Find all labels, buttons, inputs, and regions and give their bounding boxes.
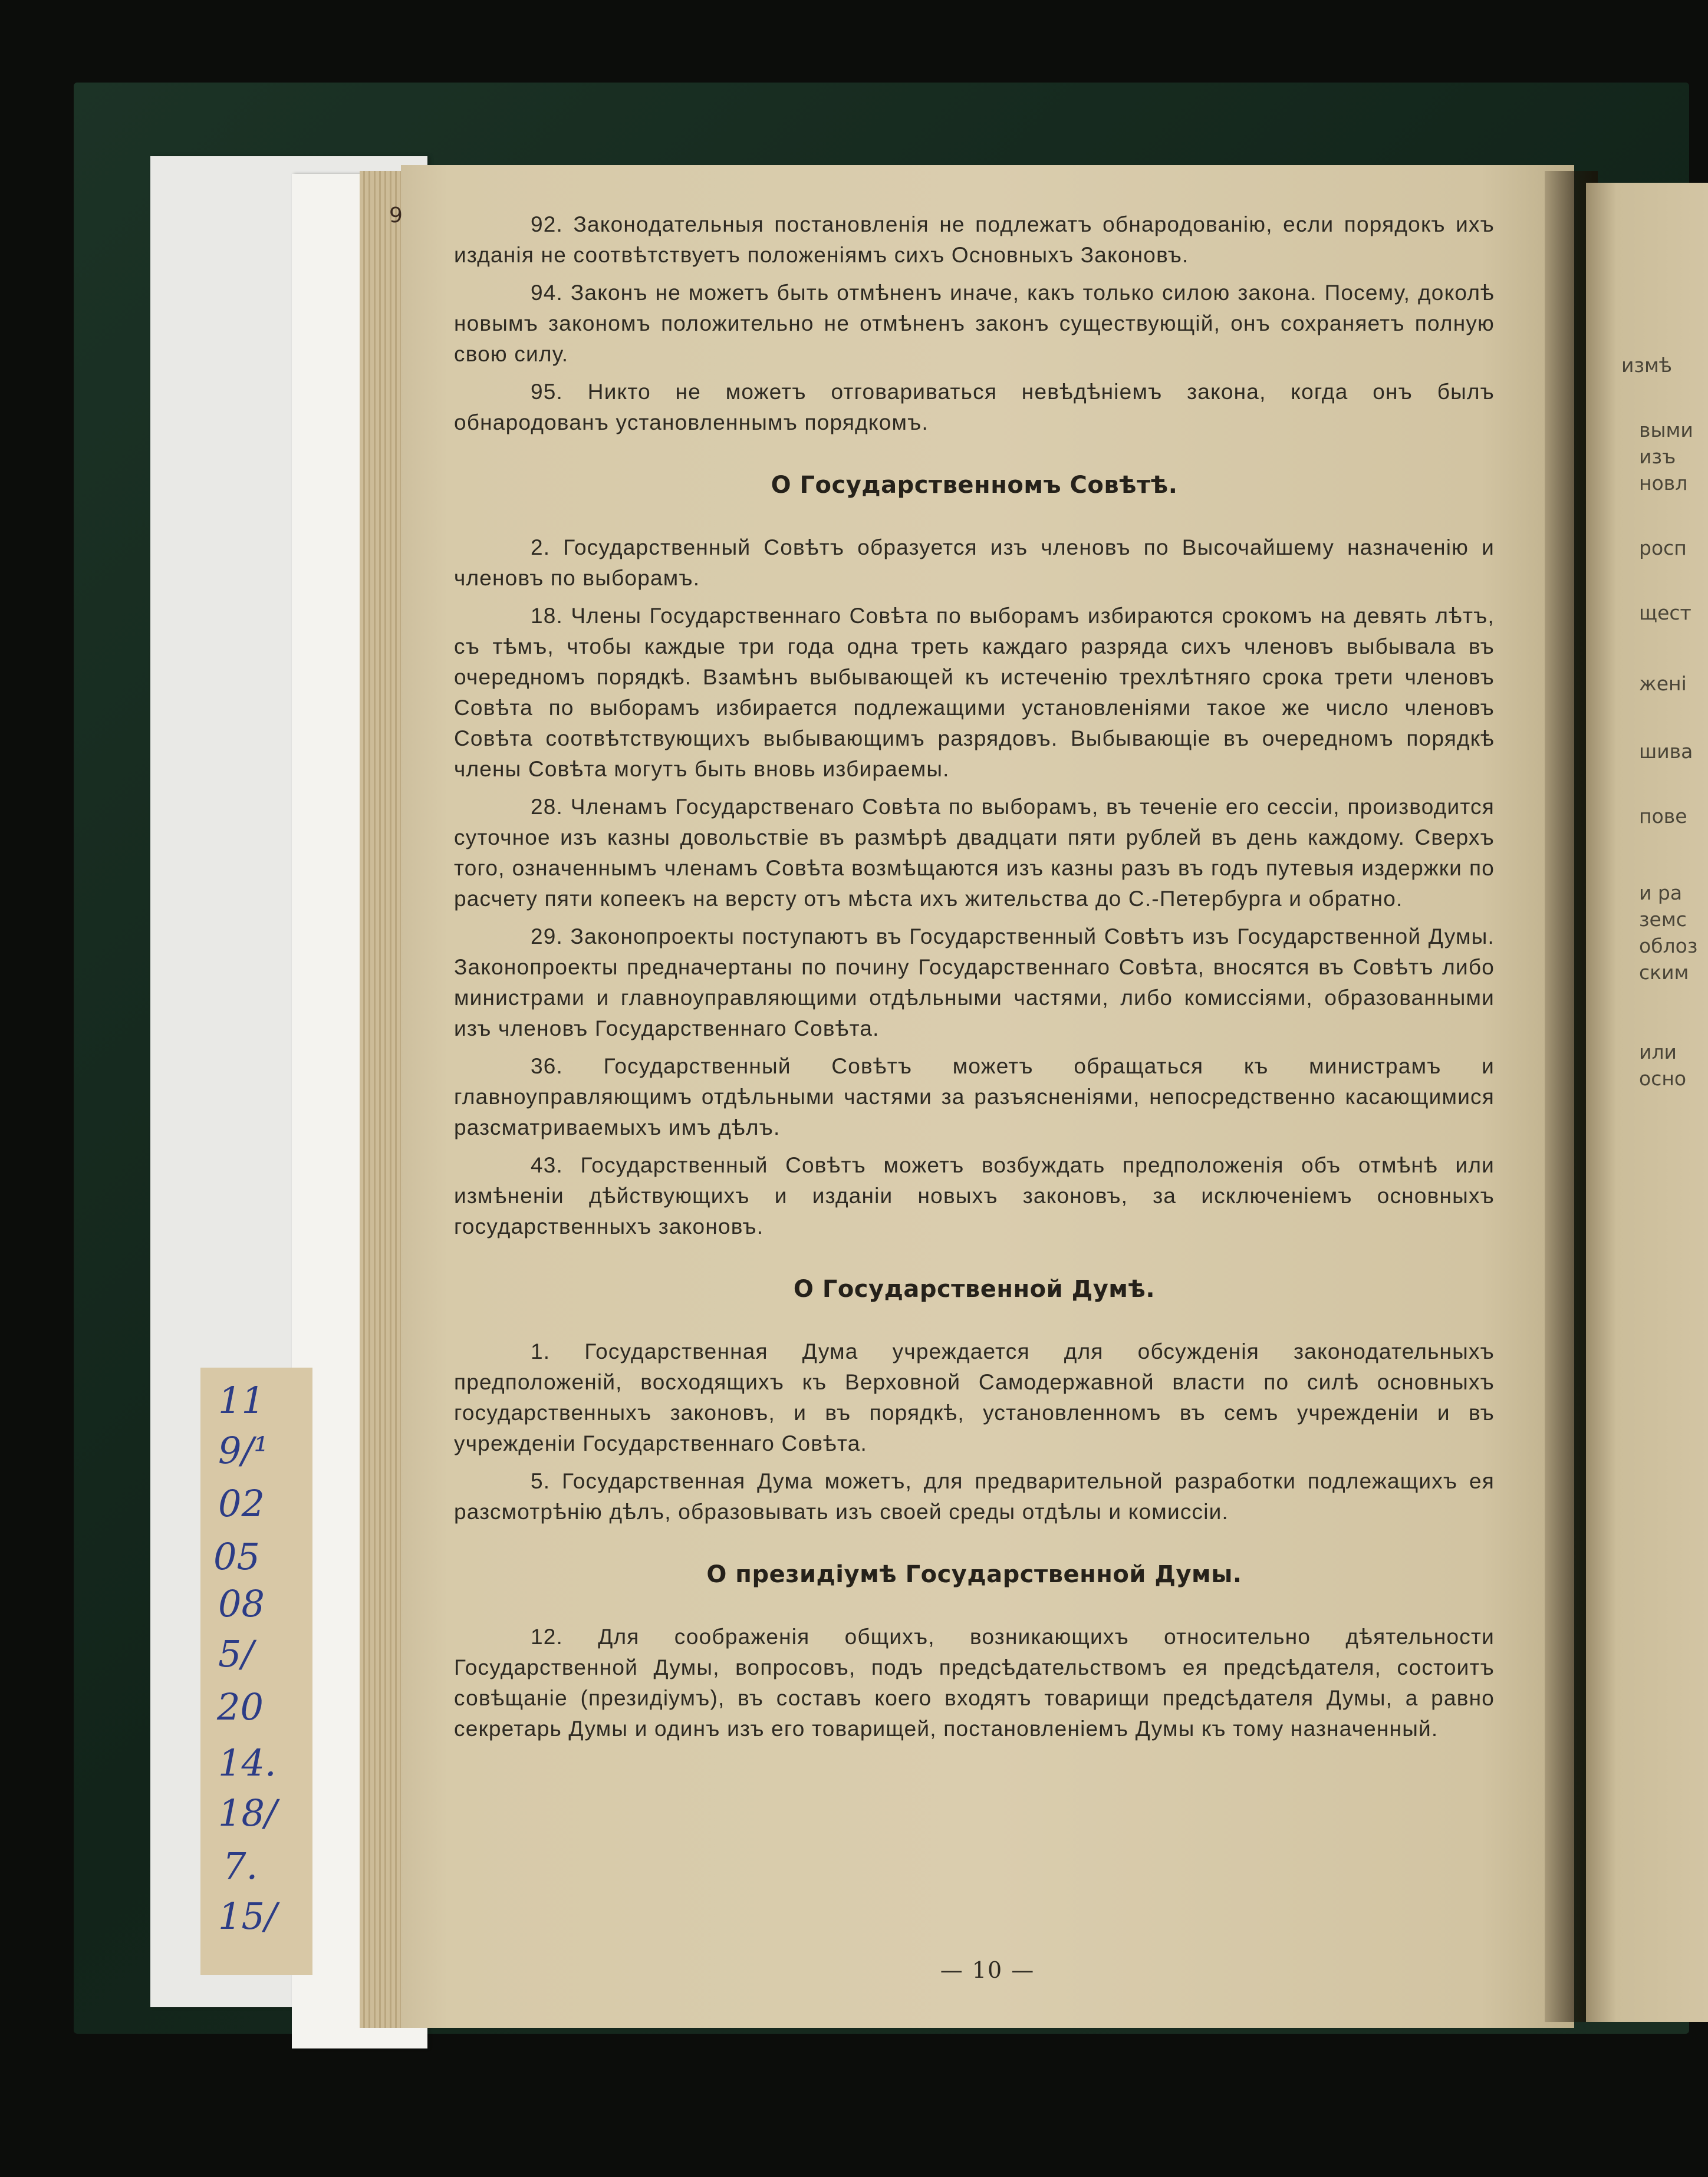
facing-page bbox=[1586, 183, 1708, 2022]
facing-page-fragment: щест bbox=[1639, 601, 1691, 624]
handwritten-note: 05 bbox=[213, 1535, 260, 1578]
facing-page-fragment: новл bbox=[1639, 472, 1688, 495]
handwritten-note: 11 bbox=[218, 1379, 265, 1422]
facing-page-fragment: жені bbox=[1639, 672, 1687, 695]
handwritten-note: 9/¹ bbox=[218, 1429, 269, 1472]
section-heading: О Государственной Думѣ. bbox=[793, 1276, 1156, 1303]
paragraph: 28. Членамъ Государственаго Совѣта по выборамъ, въ теченіе его сессіи, производится суточное изъ казны довольствіе въ размѣрѣ двадцати пяти рублей въ день каждому. Сверхъ того, означеннымъ членамъ Совѣта возмѣщаются изъ казны разъ въ годъ путевыя издержки по расчету пяти копеекъ на версту отъ мѣста ихъ жительства до С.-Петербурга и обратно. bbox=[454, 795, 1495, 911]
paragraph: 95. Никто не можетъ отговариваться невѣдѣніемъ закона, когда онъ былъ обнародованъ установленнымъ порядкомъ. bbox=[454, 380, 1495, 434]
facing-page-fragment: ским bbox=[1639, 961, 1689, 984]
facing-page-fragment: измѣ bbox=[1621, 354, 1673, 377]
handwritten-note: 02 bbox=[218, 1482, 265, 1525]
margin-mark: 9 bbox=[389, 203, 403, 228]
handwritten-note: 14. bbox=[218, 1741, 277, 1784]
handwritten-note: 5/ bbox=[218, 1632, 254, 1675]
paragraph: 1. Государственная Дума учреждается для обсужденія законодательныхъ предположеній, восходящихъ къ Верховной Самодержавной власти по силѣ основныхъ государственныхъ законовъ, и въ порядкѣ, установленномъ въ семъ учрежденіи и въ учрежденіи Государственнаго Совѣта. bbox=[454, 1339, 1495, 1455]
facing-page-fragment: облоз bbox=[1639, 934, 1698, 957]
section-heading: О Государственномъ Совѣтѣ. bbox=[771, 472, 1178, 499]
page-text bbox=[454, 209, 1495, 1751]
paragraph: 29. Законопроекты поступаютъ въ Государственный Совѣтъ изъ Государственной Думы. Законопроекты предначертаны по почину Государственнаго Совѣта, вносятся въ Совѣтъ либо министрами и главноуправляющими отдѣльными частями, либо комиссіями, образованными изъ членовъ Государственнаго Совѣта. bbox=[454, 924, 1495, 1040]
facing-page-fragment: и ра bbox=[1639, 881, 1683, 904]
paragraph: 36. Государственный Совѣтъ можетъ обращаться къ министрамъ и главноуправляющимъ отдѣльными частями за разъясненіями, непосредственно касающимися разсматриваемыхъ имъ дѣлъ. bbox=[454, 1054, 1495, 1139]
paragraph: 43. Государственный Совѣтъ можетъ возбуждать предположенія объ отмѣнѣ или измѣненіи дѣйствующихъ и изданіи новыхъ законовъ, за исключеніемъ основныхъ государственныхъ законовъ. bbox=[454, 1153, 1495, 1239]
handwritten-note: 08 bbox=[218, 1582, 265, 1625]
handwritten-note: 7. bbox=[223, 1845, 258, 1888]
handwritten-note: 20 bbox=[217, 1685, 264, 1728]
paragraph: 18. Члены Государственнаго Совѣта по выборамъ избираются срокомъ на девять лѣтъ, съ тѣмъ, чтобы каждые три года одна треть каждаго разряда сихъ членовъ выбывала въ очередномъ порядкѣ. Взамѣнъ выбывающей къ истеченію трехлѣтняго срока трети членовъ Совѣта по выборамъ избирается подлежащими установленіями такое же число членовъ Совѣта соотвѣтствующихъ выбывающимъ разрядовъ. Выбывающіе въ очередномъ порядкѣ члены Совѣта могутъ быть вновь избираемы. bbox=[454, 604, 1495, 781]
paragraph: 2. Государственный Совѣтъ образуется изъ членовъ по Высочайшему назначенію и членовъ по выборамъ. bbox=[454, 535, 1495, 590]
page-number: — 10 — bbox=[940, 1957, 1035, 1983]
facing-page-fragment: пове bbox=[1639, 805, 1687, 828]
facing-page-fragment: шива bbox=[1639, 740, 1693, 763]
paragraph: 92. Законодательныя постановленія не подлежатъ обнародованію, если порядокъ ихъ изданія не соотвѣтствуетъ положеніямъ сихъ Основныхъ Законовъ. bbox=[454, 212, 1495, 267]
handwritten-note: 15/ bbox=[218, 1895, 277, 1938]
paragraph: 5. Государственная Дума можетъ, для предварительной разработки подлежащихъ ея разсмотрѣнію дѣлъ, образовывать изъ своей среды отдѣлы и комиссіи. bbox=[454, 1469, 1495, 1524]
section-heading: О президіумѣ Государственной Думы. bbox=[706, 1561, 1242, 1588]
paragraph: 12. Для соображенія общихъ, возникающихъ относительно дѣятельности Государственной Думы, вопросовъ, подъ предсѣдательствомъ ея предсѣдателя, состоитъ совѣщаніе (президіумъ), въ составъ коего входятъ товарищи предсѣдателя Думы, а равно секретарь Думы и одинъ изъ его товарищей, постановленіемъ Думы къ тому назначенный. bbox=[454, 1625, 1495, 1741]
facing-page-fragment: осно bbox=[1639, 1067, 1687, 1090]
handwritten-note: 18/ bbox=[218, 1791, 277, 1835]
handwritten-label-strip bbox=[200, 1368, 312, 1975]
paragraph: 94. Законъ не можетъ быть отмѣненъ иначе, какъ только силою закона. Посему, доколѣ новымъ закономъ положительно не отмѣненъ законъ существующій, онъ сохраняетъ полную свою силу. bbox=[454, 281, 1495, 366]
facing-page-fragment: выми bbox=[1639, 419, 1693, 442]
facing-page-fragment: росп bbox=[1639, 536, 1687, 559]
facing-page-fragment: земс bbox=[1639, 908, 1687, 931]
facing-page-fragment: изъ bbox=[1639, 445, 1676, 468]
facing-page-fragment: или bbox=[1639, 1040, 1677, 1063]
